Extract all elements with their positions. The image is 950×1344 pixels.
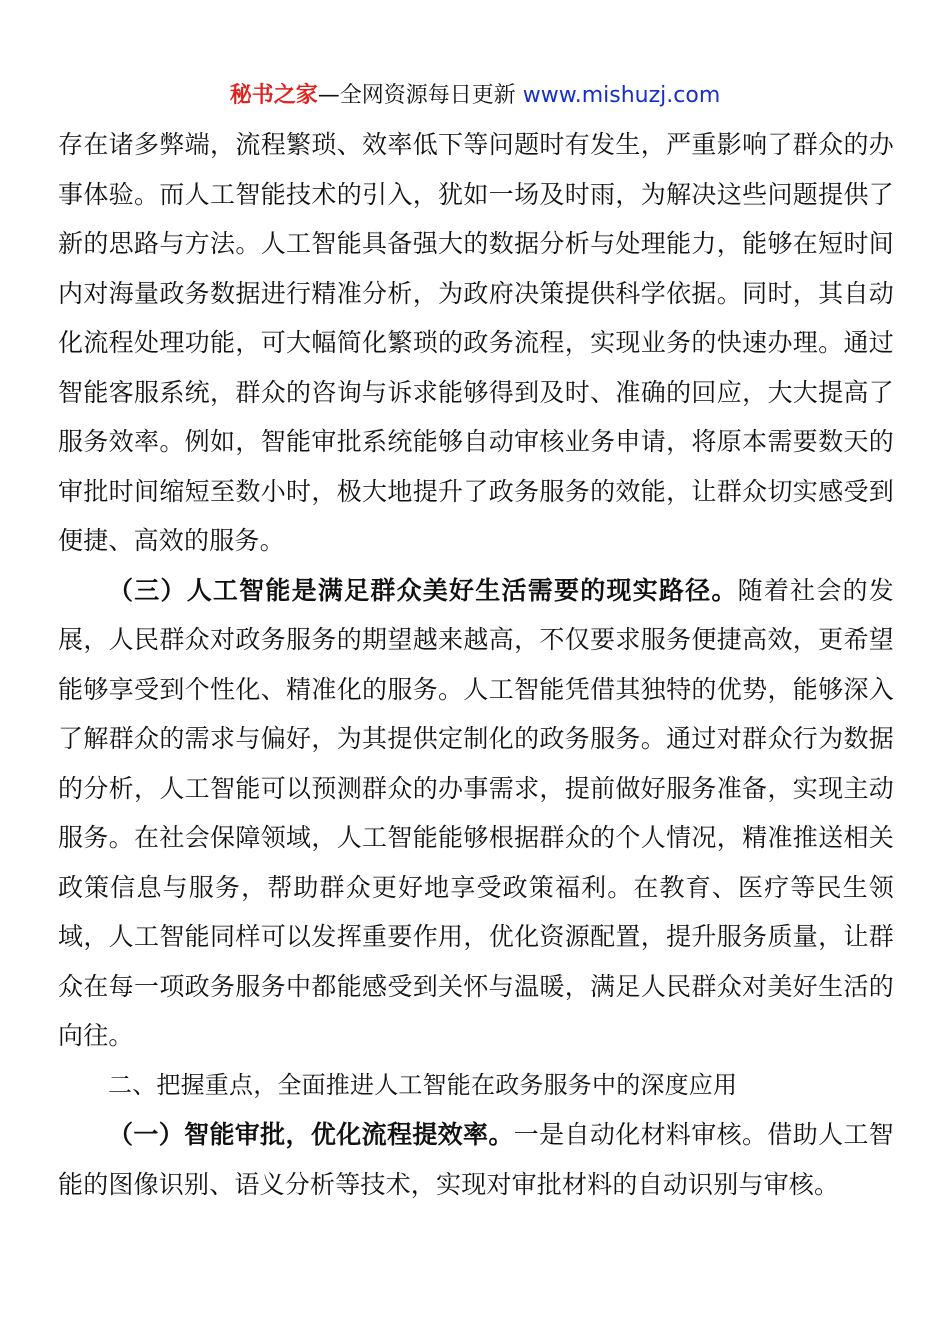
- document-body: [58, 120, 894, 1209]
- subsection-heading-3: （三）人工智能是满足群众美好生活需要的现实路径。: [108, 575, 738, 605]
- site-brand: 秘书之家: [229, 83, 318, 108]
- site-header: [0, 76, 950, 116]
- subsection-body-3: 随着社会的发展，人民群众对政务服务的期望越来越高，不仅要求服务便捷高效，更希望能够享受到个性化、精准化的服务。人工智能凭借其独特的优势，能够深入了解群众的需求与偏好，为其提供定制化的政务服务。通过对群众行为数据的分析，人工智能可以预测群众的办事需求，提前做好服务准备，实现主动服务。在社会保障领域，人工智能能够根据群众的个人情况，精准推送相关政策信息与服务，帮助群众更好地享受政策福利。在教育、医疗等民生领域，人工智能同样可以发挥重要作用，优化资源配置，提升服务质量，让群众在每一项政务服务中都能感受到关怀与温暖，满足人民群众对美好生活的向往。: [58, 575, 894, 1050]
- section-title-2: 二、把握重点，全面推进人工智能在政务服务中的深度应用: [108, 1070, 738, 1099]
- site-url-link[interactable]: www.mishuzj.com: [522, 83, 721, 108]
- paragraph-continuation: 存在诸多弊端，流程繁琐、效率低下等问题时有发生，严重影响了群众的办事体验。而人工智能技术的引入，犹如一场及时雨，为解决这些问题提供了新的思路与方法。人工智能具备强大的数据分析与处理能力，能够在短时间内对海量政务数据进行精准分析，为政府决策提供科学依据。同时，其自动化流程处理功能，可大幅简化繁琐的政务流程，实现业务的快速办理。通过智能客服系统，群众的咨询与诉求能够得到及时、准确的回应，大大提高了服务效率。例如，智能审批系统能够自动审核业务申请，将原本需要数天的审批时间缩短至数小时，极大地提升了政务服务的效能，让群众切实感受到便捷、高效的服务。: [58, 130, 894, 555]
- site-tagline: —全网资源每日更新: [317, 83, 523, 108]
- subsection-body-1: 一是自动化材料审核。借助人工智能的图像识别、语义分析等技术，实现对审批材料的自动识别与审核。: [58, 1120, 894, 1199]
- paragraph-subsection-1: [58, 1110, 894, 1209]
- subsection-heading-1: （一）智能审批，优化流程提效率。: [108, 1120, 514, 1149]
- paragraph-subsection-3: [58, 566, 894, 1061]
